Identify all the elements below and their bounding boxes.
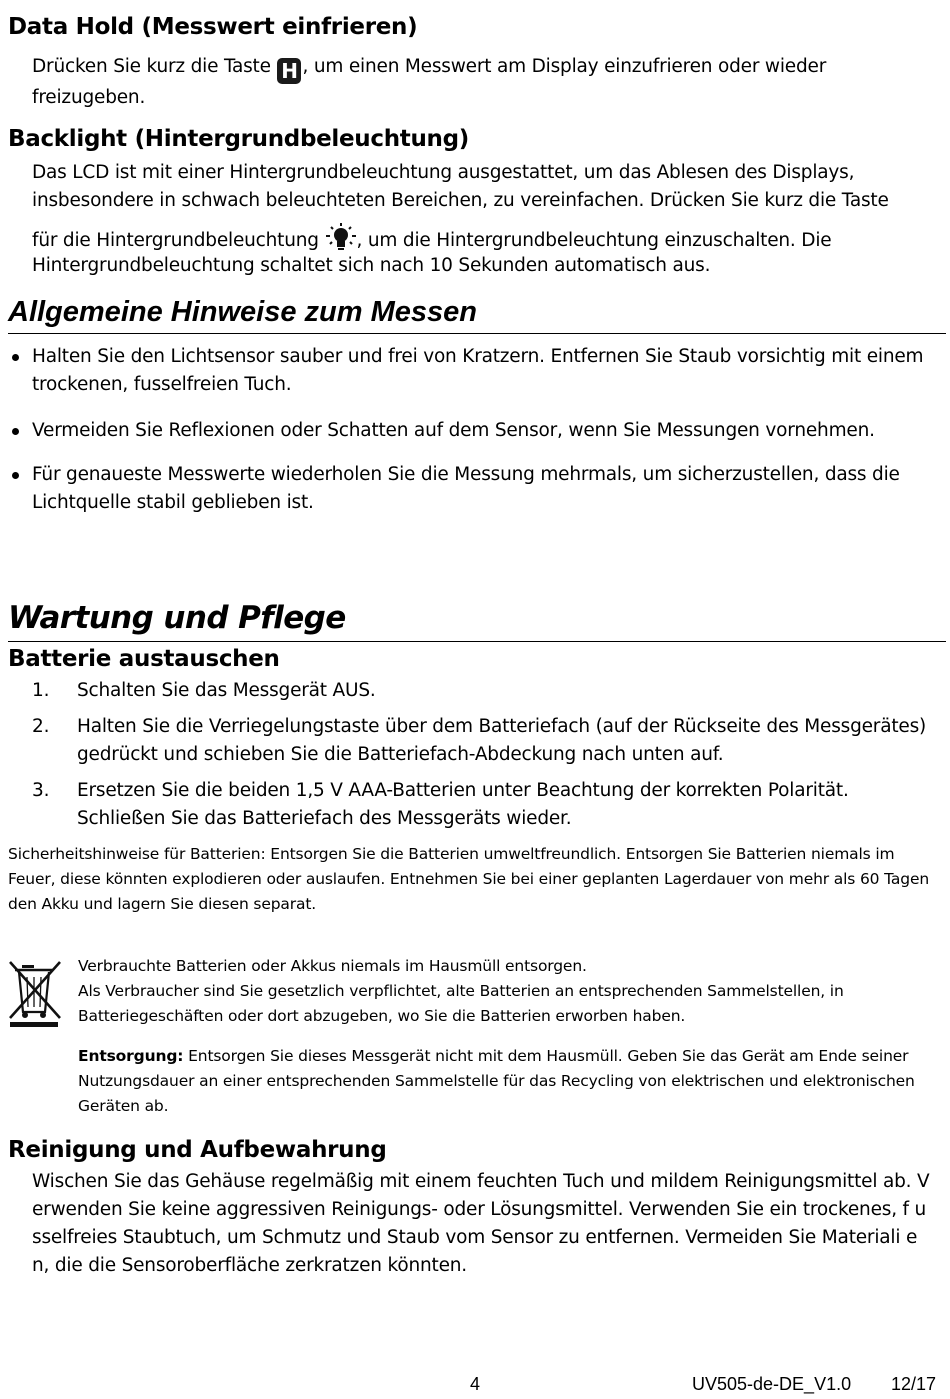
- maintenance-heading: Wartung und Pflege: [8, 600, 346, 636]
- backlight-heading: Backlight (Hintergrundbeleuchtung): [8, 126, 470, 152]
- battery-step-1: [32, 677, 932, 705]
- step-text: Halten Sie die Verriegelungstaste über dem Batteriefach (auf der Rückseite des Messgerätes) gedrückt und schieben Sie die Batteriefach-Abdeckung nach unten auf.: [77, 716, 927, 765]
- backlight-line3-after: , um die Hintergrundbeleuchtung einzuschalten. Die: [356, 230, 832, 251]
- bullet-dot: [12, 472, 19, 479]
- general-notes-rule: [8, 333, 946, 334]
- disposal-text: Entsorgen Sie dieses Messgerät nicht mit dem Hausmüll. Geben Sie das Gerät am Ende seiner Nutzungsdauer an einer entsprechenden Sammelstelle für das Recycling von elektrischen und elektronischen Geräten ab.: [78, 1047, 915, 1115]
- backlight-line2: insbesondere in schwach beleuchteten Bereichen, zu vereinfachen. Drücken Sie kurz die Taste: [32, 190, 889, 211]
- data-hold-text-after: , um einen Messwert am Display einzufrieren oder wieder: [302, 56, 827, 77]
- backlight-line3: [32, 222, 932, 255]
- backlight-line1: Das LCD ist mit einer Hintergrundbeleuchtung ausgestattet, um das Ablesen des Displays,: [32, 162, 855, 183]
- weee-line2: Als Verbraucher sind Sie gesetzlich verpflichtet, alte Batterien an entsprechenden Sammelstellen, in Batteriegeschäften oder dort abzugeben, wo Sie die Batterien erworben haben.: [78, 982, 844, 1025]
- backlight-line4: Hintergrundbeleuchtung schaltet sich nach 10 Sekunden automatisch aus.: [32, 255, 711, 276]
- step-text: Schalten Sie das Messgerät AUS.: [77, 680, 376, 701]
- doc-id: UV505-de-DE_V1.0: [692, 1374, 852, 1394]
- general-bullet-text: Halten Sie den Lichtsensor sauber und frei von Kratzern. Entfernen Sie Staub vorsichtig mit einem trockenen, fusselfreien Tuch.: [32, 346, 924, 395]
- crossed-bin-icon: [8, 960, 64, 1028]
- battery-step-2: [32, 713, 932, 769]
- data-hold-text: [32, 53, 932, 112]
- cleaning-heading: Reinigung und Aufbewahrung: [8, 1137, 387, 1163]
- weee-line1: Verbrauchte Batterien oder Akkus niemals im Hausmüll entsorgen.: [78, 957, 587, 975]
- general-bullet-text: Vermeiden Sie Reflexionen oder Schatten auf dem Sensor, wenn Sie Messungen vornehmen.: [32, 420, 875, 441]
- doc-date: 12/17: [891, 1374, 937, 1394]
- bullet-dot: [12, 354, 19, 361]
- battery-heading: Batterie austauschen: [8, 646, 280, 672]
- battery-step-3: [32, 777, 932, 833]
- step-number: 1.: [32, 680, 50, 701]
- data-hold-heading: Data Hold (Messwert einfrieren): [8, 14, 418, 40]
- step-text: Ersetzen Sie die beiden 1,5 V AAA-Batterien unter Beachtung der korrekten Polarität. Schließen Sie das Batteriefach des Messgeräts wieder.: [77, 780, 849, 829]
- step-number: 3.: [32, 780, 50, 801]
- data-hold-text-before: Drücken Sie kurz die Taste: [32, 56, 277, 77]
- step-number: 2.: [32, 716, 50, 737]
- data-hold-text-line2: freizugeben.: [32, 87, 146, 108]
- backlight-line3-before: für die Hintergrundbeleuchtung: [32, 230, 325, 251]
- cleaning-text: Wischen Sie das Gehäuse regelmäßig mit einem feuchten Tuch und mildem Reinigungsmittel ab. Verwenden Sie keine aggressiven Reinigungs- oder Lösungsmittel. Verwenden Sie ein trockenes, f usselfreies Staubtuch, um Schmutz und Staub vom Sensor zu entfernen. Vermeiden Sie Materiali en, die die Sensoroberfläche zerkratzen könnten.: [32, 1171, 930, 1276]
- general-bullet-2: [8, 417, 928, 445]
- bulb-icon: [325, 222, 357, 254]
- general-bullet-3: [8, 461, 928, 517]
- battery-safety-note: Sicherheitshinweise für Batterien: Entsorgen Sie die Batterien umweltfreundlich. Entsorgen Sie Batterien niemals im Feuer, diese könnten explodieren oder auslaufen. Entnehmen Sie bei einer geplanten Lagerdauer von mehr als 60 Tagen den Akku und lagern Sie diesen separat.: [8, 845, 930, 913]
- page-number: 4: [470, 1374, 481, 1394]
- general-bullet-text: Für genaueste Messwerte wiederholen Sie die Messung mehrmals, um sicherzustellen, dass die Lichtquelle stabil geblieben ist.: [32, 464, 900, 513]
- maintenance-rule: [8, 641, 946, 642]
- general-bullet-1: [8, 343, 928, 399]
- disposal-note: [78, 1044, 938, 1119]
- bullet-dot: [12, 428, 19, 435]
- hold-key-icon: H: [277, 58, 301, 84]
- general-notes-heading: Allgemeine Hinweise zum Messen: [8, 296, 477, 328]
- disposal-label: Entsorgung:: [78, 1047, 184, 1065]
